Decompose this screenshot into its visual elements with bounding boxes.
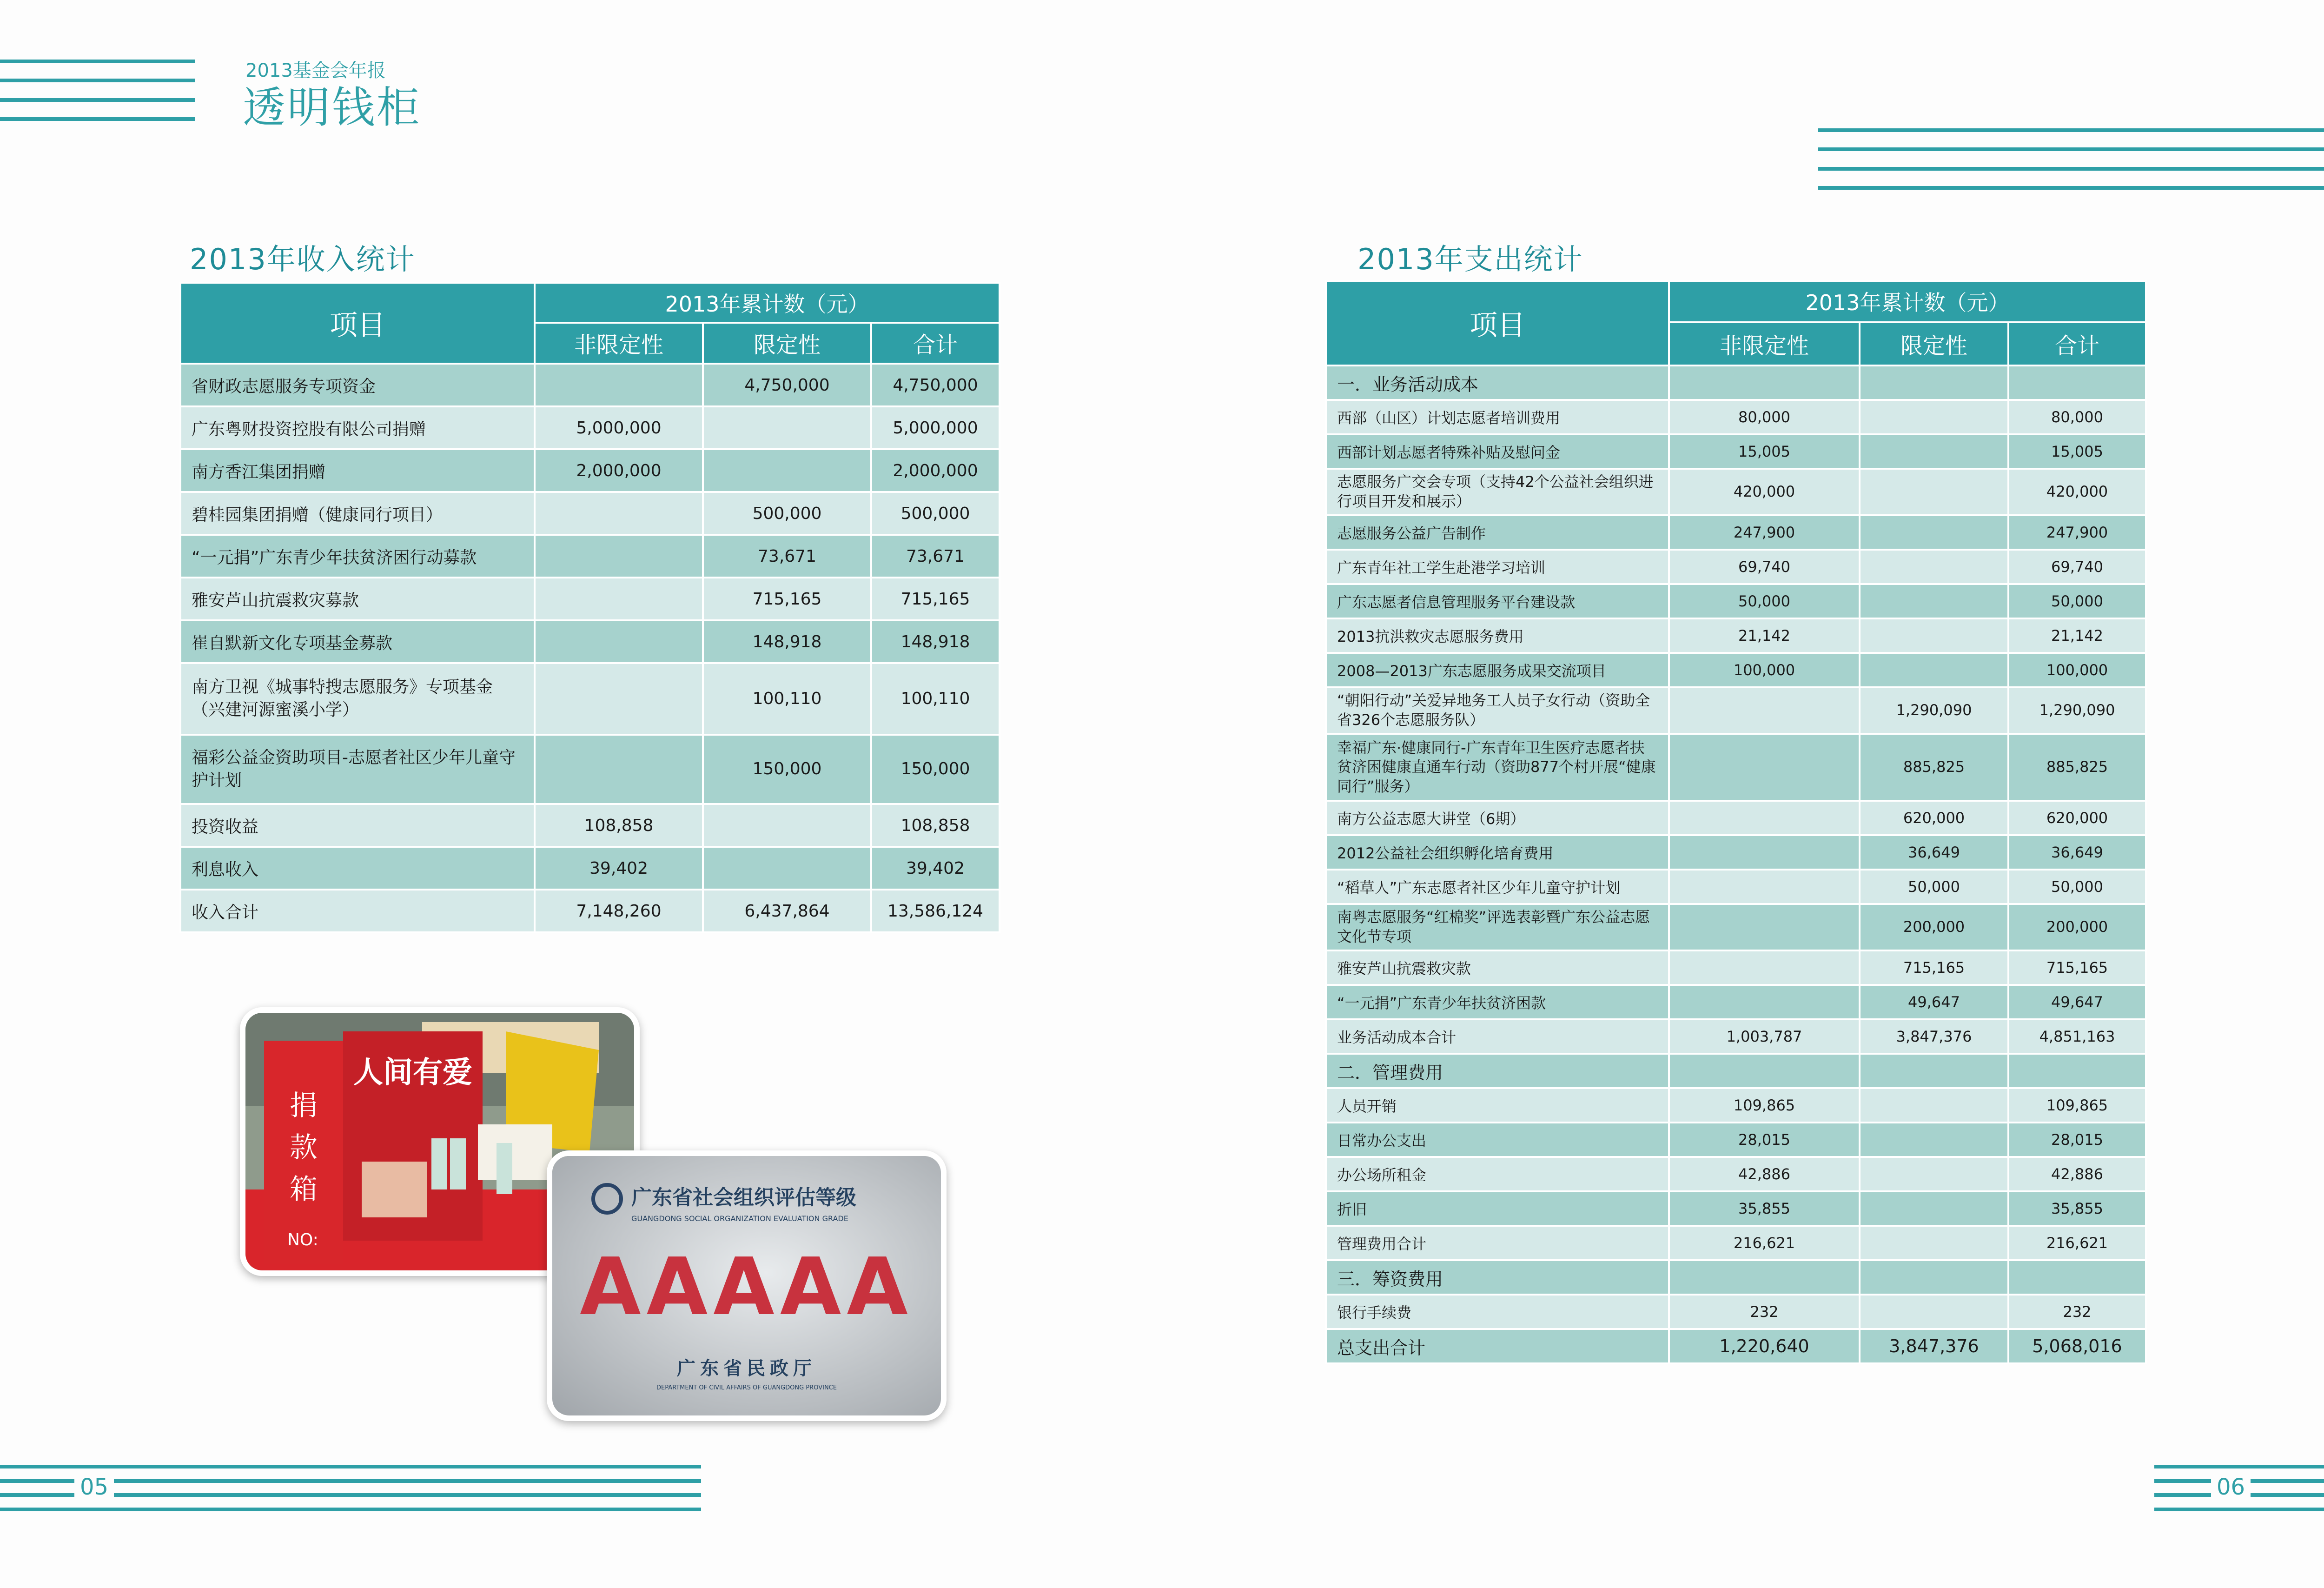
cell-unrestricted xyxy=(535,735,703,804)
cell-restricted xyxy=(1860,584,2008,618)
cell-unrestricted xyxy=(535,492,703,535)
cell-unrestricted: 28,015 xyxy=(1669,1123,1860,1157)
cell-item: 利息收入 xyxy=(180,847,535,890)
table-row xyxy=(1326,835,2146,870)
table-row xyxy=(180,535,1000,578)
cell-restricted xyxy=(1860,1123,2008,1157)
cell-unrestricted xyxy=(1669,687,1860,734)
cell-item: 幸福广东·健康同行-广东青年卫生医疗志愿者扶贫济困健康直通车行动（资助877个村开展“健康同行”服务） xyxy=(1326,734,1669,801)
cell-restricted: 3,847,376 xyxy=(1860,1019,2008,1054)
cell-item: 西部计划志愿者特殊补贴及慰问金 xyxy=(1326,434,1669,469)
cell-unrestricted xyxy=(1669,1054,1860,1088)
table-row xyxy=(1326,515,2146,550)
cell-item: 业务活动成本合计 xyxy=(1326,1019,1669,1054)
cell-total: 4,750,000 xyxy=(871,364,1000,406)
table-row xyxy=(180,620,1000,663)
table-row xyxy=(180,663,1000,735)
cell-total: 150,000 xyxy=(871,735,1000,804)
report-label: 2013基金会年报 xyxy=(245,60,386,81)
table-row xyxy=(1326,653,2146,687)
cell-unrestricted xyxy=(535,535,703,578)
cell-unrestricted: 35,855 xyxy=(1669,1191,1860,1226)
table-row xyxy=(180,578,1000,620)
cell-total: 49,647 xyxy=(2008,985,2146,1019)
cell-restricted: 148,918 xyxy=(703,620,871,663)
table-row xyxy=(1326,1191,2146,1226)
cell-total: 108,858 xyxy=(871,804,1000,847)
cell-unrestricted: 232 xyxy=(1669,1295,1860,1329)
page-number-right: 06 xyxy=(2211,1474,2251,1500)
cell-total: 35,855 xyxy=(2008,1191,2146,1226)
header-stripes-right xyxy=(1818,128,2324,190)
cell-total: 5,000,000 xyxy=(871,406,1000,449)
certificate-subtitle: GUANGDONG SOCIAL ORGANIZATION EVALUATION GRADE xyxy=(631,1214,848,1223)
table-row xyxy=(1326,950,2146,985)
table-row xyxy=(1326,985,2146,1019)
cell-total: 100,000 xyxy=(2008,653,2146,687)
table-row xyxy=(1326,365,2146,400)
table-row xyxy=(180,890,1000,932)
expense-section-title: 2013年支出统计 xyxy=(1357,242,1583,276)
cell-restricted xyxy=(1860,1191,2008,1226)
cell-restricted xyxy=(703,847,871,890)
cell-total xyxy=(2008,1054,2146,1088)
cell-total: 15,005 xyxy=(2008,434,2146,469)
cell-unrestricted: 100,000 xyxy=(1669,653,1860,687)
cell-total: 885,825 xyxy=(2008,734,2146,801)
cell-unrestricted xyxy=(1669,870,1860,904)
cell-item: 南方公益志愿大讲堂（6期） xyxy=(1326,801,1669,835)
table-row xyxy=(1326,1329,2146,1363)
cell-unrestricted: 39,402 xyxy=(535,847,703,890)
cell-item: 人员开销 xyxy=(1326,1088,1669,1123)
cell-restricted: 150,000 xyxy=(703,735,871,804)
header-stripes-left xyxy=(0,60,195,121)
cell-unrestricted xyxy=(1669,985,1860,1019)
cell-item: 碧桂园集团捐赠（健康同行项目） xyxy=(180,492,535,535)
cell-total: 420,000 xyxy=(2008,469,2146,515)
cell-unrestricted: 15,005 xyxy=(1669,434,1860,469)
cell-unrestricted: 247,900 xyxy=(1669,515,1860,550)
cell-total xyxy=(2008,365,2146,400)
cell-item: 投资收益 xyxy=(180,804,535,847)
cell-item: 南方香江集团捐赠 xyxy=(180,449,535,492)
cell-restricted xyxy=(703,406,871,449)
cell-total: 620,000 xyxy=(2008,801,2146,835)
cell-item: 志愿服务广交会专项（支持42个公益社会组织进行项目开发和展示） xyxy=(1326,469,1669,515)
cell-unrestricted: 420,000 xyxy=(1669,469,1860,515)
cell-total: 500,000 xyxy=(871,492,1000,535)
expense-table xyxy=(1325,280,2147,1364)
expense-col-unrestricted: 非限定性 xyxy=(1669,322,1860,365)
income-col-restricted: 限定性 xyxy=(703,323,871,364)
table-row xyxy=(1326,1123,2146,1157)
donation-box-text-3: 箱 xyxy=(290,1173,318,1206)
cell-total: 50,000 xyxy=(2008,584,2146,618)
cell-total: 5,068,016 xyxy=(2008,1329,2146,1363)
cell-item: 崔自默新文化专项基金募款 xyxy=(180,620,535,663)
cell-total: 28,015 xyxy=(2008,1123,2146,1157)
cell-restricted: 36,649 xyxy=(1860,835,2008,870)
table-row xyxy=(180,847,1000,890)
expense-col-item: 项目 xyxy=(1326,281,1669,365)
cell-total: 216,621 xyxy=(2008,1226,2146,1260)
cell-item: 2013抗洪救灾志愿服务费用 xyxy=(1326,618,1669,653)
cell-restricted: 885,825 xyxy=(1860,734,2008,801)
cell-total: 247,900 xyxy=(2008,515,2146,550)
cell-unrestricted: 21,142 xyxy=(1669,618,1860,653)
cell-item: 西部（山区）计划志愿者培训费用 xyxy=(1326,400,1669,434)
table-row xyxy=(180,492,1000,535)
cell-unrestricted: 80,000 xyxy=(1669,400,1860,434)
cell-total: 36,649 xyxy=(2008,835,2146,870)
cell-total: 1,290,090 xyxy=(2008,687,2146,734)
cell-restricted: 200,000 xyxy=(1860,904,2008,950)
cell-restricted: 6,437,864 xyxy=(703,890,871,932)
table-row xyxy=(1326,1295,2146,1329)
income-col-total: 合计 xyxy=(871,323,1000,364)
cell-restricted: 4,750,000 xyxy=(703,364,871,406)
table-row xyxy=(1326,618,2146,653)
cell-item: 南粤志愿服务“红棉奖”评选表彰暨广东公益志愿文化节专项 xyxy=(1326,904,1669,950)
cell-restricted xyxy=(703,804,871,847)
table-row xyxy=(1326,1088,2146,1123)
cell-item: 管理费用合计 xyxy=(1326,1226,1669,1260)
cell-unrestricted xyxy=(1669,835,1860,870)
income-col-group: 2013年累计数（元） xyxy=(535,283,1000,323)
cell-restricted xyxy=(1860,1260,2008,1295)
cell-restricted: 1,290,090 xyxy=(1860,687,2008,734)
cell-unrestricted: 69,740 xyxy=(1669,550,1860,584)
cell-item: 广东青年社工学生赴港学习培训 xyxy=(1326,550,1669,584)
page-number-left: 05 xyxy=(74,1474,114,1500)
cell-item: 收入合计 xyxy=(180,890,535,932)
cell-restricted: 100,110 xyxy=(703,663,871,735)
cell-restricted: 500,000 xyxy=(703,492,871,535)
cell-unrestricted xyxy=(1669,904,1860,950)
cell-restricted: 50,000 xyxy=(1860,870,2008,904)
donation-box-text-2: 款 xyxy=(290,1131,318,1164)
cell-item: 2012公益社会组织孵化培育费用 xyxy=(1326,835,1669,870)
cell-total: 109,865 xyxy=(2008,1088,2146,1123)
expense-col-total: 合计 xyxy=(2008,322,2146,365)
cell-unrestricted xyxy=(1669,801,1860,835)
cell-item: “稻草人”广东志愿者社区少年儿童守护计划 xyxy=(1326,870,1669,904)
cell-unrestricted: 109,865 xyxy=(1669,1088,1860,1123)
cell-total: 21,142 xyxy=(2008,618,2146,653)
cell-item: 雅安芦山抗震救灾款 xyxy=(1326,950,1669,985)
cell-item: 2008—2013广东志愿服务成果交流项目 xyxy=(1326,653,1669,687)
income-table xyxy=(179,282,1000,933)
cell-restricted: 3,847,376 xyxy=(1860,1329,2008,1363)
expense-col-restricted: 限定性 xyxy=(1860,322,2008,365)
table-row xyxy=(1326,434,2146,469)
cell-total: 69,740 xyxy=(2008,550,2146,584)
cell-total xyxy=(2008,1260,2146,1295)
table-row xyxy=(1326,1260,2146,1295)
table-row xyxy=(180,735,1000,804)
table-row xyxy=(1326,1157,2146,1191)
cell-item: 办公场所租金 xyxy=(1326,1157,1669,1191)
cell-restricted xyxy=(703,449,871,492)
cell-total: 4,851,163 xyxy=(2008,1019,2146,1054)
cell-item: “朝阳行动”关爱异地务工人员子女行动（资助全省326个志愿服务队） xyxy=(1326,687,1669,734)
cell-total: 715,165 xyxy=(871,578,1000,620)
cell-restricted: 620,000 xyxy=(1860,801,2008,835)
cell-item: 日常办公支出 xyxy=(1326,1123,1669,1157)
cell-restricted xyxy=(1860,365,2008,400)
cell-total: 13,586,124 xyxy=(871,890,1000,932)
cell-item: 三．筹资费用 xyxy=(1326,1260,1669,1295)
cell-item: 折旧 xyxy=(1326,1191,1669,1226)
cell-unrestricted xyxy=(535,620,703,663)
cell-restricted xyxy=(1860,469,2008,515)
cell-total: 80,000 xyxy=(2008,400,2146,434)
cell-restricted: 715,165 xyxy=(703,578,871,620)
table-row xyxy=(1326,400,2146,434)
expense-col-group: 2013年累计数（元） xyxy=(1669,281,2146,322)
cell-restricted xyxy=(1860,1226,2008,1260)
cell-restricted xyxy=(1860,515,2008,550)
cell-item: 广东志愿者信息管理服务平台建设款 xyxy=(1326,584,1669,618)
cell-total: 42,886 xyxy=(2008,1157,2146,1191)
cell-item: 志愿服务公益广告制作 xyxy=(1326,515,1669,550)
income-section-title: 2013年收入统计 xyxy=(190,242,416,276)
certificate-photo xyxy=(547,1150,947,1421)
table-row xyxy=(1326,687,2146,734)
cell-total: 73,671 xyxy=(871,535,1000,578)
cell-item: 一．业务活动成本 xyxy=(1326,365,1669,400)
cell-total: 148,918 xyxy=(871,620,1000,663)
cell-item: “一元捐”广东青少年扶贫济困款 xyxy=(1326,985,1669,1019)
table-row xyxy=(180,449,1000,492)
table-row xyxy=(1326,904,2146,950)
cell-restricted xyxy=(1860,400,2008,434)
cell-restricted xyxy=(1860,1157,2008,1191)
cell-unrestricted: 1,220,640 xyxy=(1669,1329,1860,1363)
cell-item: 银行手续费 xyxy=(1326,1295,1669,1329)
page-title: 透明钱柜 xyxy=(243,83,422,133)
cell-unrestricted: 2,000,000 xyxy=(535,449,703,492)
cell-unrestricted xyxy=(1669,734,1860,801)
cell-total: 715,165 xyxy=(2008,950,2146,985)
cell-restricted: 715,165 xyxy=(1860,950,2008,985)
cell-restricted xyxy=(1860,550,2008,584)
donation-box-poster-text: 人间有爱 xyxy=(353,1056,472,1090)
table-row xyxy=(1326,801,2146,835)
cell-restricted: 49,647 xyxy=(1860,985,2008,1019)
table-row xyxy=(1326,550,2146,584)
certificate-issuer: 广东省民政厅 xyxy=(677,1358,816,1379)
cell-unrestricted: 42,886 xyxy=(1669,1157,1860,1191)
cell-unrestricted: 108,858 xyxy=(535,804,703,847)
cell-total: 232 xyxy=(2008,1295,2146,1329)
certificate-image xyxy=(552,1156,941,1415)
cell-restricted xyxy=(1860,653,2008,687)
cell-unrestricted: 216,621 xyxy=(1669,1226,1860,1260)
income-col-item: 项目 xyxy=(180,283,535,364)
cell-restricted xyxy=(1860,1054,2008,1088)
cell-unrestricted: 1,003,787 xyxy=(1669,1019,1860,1054)
cell-unrestricted: 50,000 xyxy=(1669,584,1860,618)
table-row xyxy=(1326,870,2146,904)
donation-box-text-1: 捐 xyxy=(290,1090,318,1122)
cell-item: 南方卫视《城事特搜志愿服务》专项基金（兴建河源蜜溪小学） xyxy=(180,663,535,735)
cell-item: “一元捐”广东青少年扶贫济困行动募款 xyxy=(180,535,535,578)
cell-item: 雅安芦山抗震救灾募款 xyxy=(180,578,535,620)
donation-box-number-label: NO: xyxy=(287,1230,318,1249)
table-row xyxy=(1326,1226,2146,1260)
cell-total: 50,000 xyxy=(2008,870,2146,904)
cell-total: 100,110 xyxy=(871,663,1000,735)
cell-unrestricted xyxy=(535,578,703,620)
cell-item: 二．管理费用 xyxy=(1326,1054,1669,1088)
cell-restricted xyxy=(1860,618,2008,653)
cell-item: 福彩公益金资助项目-志愿者社区少年儿童守护计划 xyxy=(180,735,535,804)
income-col-unrestricted: 非限定性 xyxy=(535,323,703,364)
certificate-grade: AAAAA xyxy=(580,1241,914,1333)
cell-unrestricted: 5,000,000 xyxy=(535,406,703,449)
cell-unrestricted xyxy=(1669,1260,1860,1295)
cell-item: 总支出合计 xyxy=(1326,1329,1669,1363)
cell-unrestricted xyxy=(535,364,703,406)
table-row xyxy=(1326,734,2146,801)
cell-unrestricted xyxy=(535,663,703,735)
cell-unrestricted xyxy=(1669,365,1860,400)
table-row xyxy=(180,804,1000,847)
cell-total: 39,402 xyxy=(871,847,1000,890)
table-row xyxy=(180,364,1000,406)
table-row xyxy=(1326,1019,2146,1054)
cell-restricted xyxy=(1860,1088,2008,1123)
cell-total: 200,000 xyxy=(2008,904,2146,950)
cell-restricted xyxy=(1860,434,2008,469)
cell-unrestricted xyxy=(1669,950,1860,985)
table-row xyxy=(1326,584,2146,618)
cell-item: 广东粤财投资控股有限公司捐赠 xyxy=(180,406,535,449)
cell-item: 省财政志愿服务专项资金 xyxy=(180,364,535,406)
cell-restricted: 73,671 xyxy=(703,535,871,578)
cell-total: 2,000,000 xyxy=(871,449,1000,492)
table-row xyxy=(1326,1054,2146,1088)
certificate-title: 广东省社会组织评估等级 xyxy=(631,1186,856,1209)
certificate-issuer-en: DEPARTMENT OF CIVIL AFFAIRS OF GUANGDONG PROVINCE xyxy=(656,1384,837,1391)
cell-unrestricted: 7,148,260 xyxy=(535,890,703,932)
cell-restricted xyxy=(1860,1295,2008,1329)
table-row xyxy=(1326,469,2146,515)
table-row xyxy=(180,406,1000,449)
